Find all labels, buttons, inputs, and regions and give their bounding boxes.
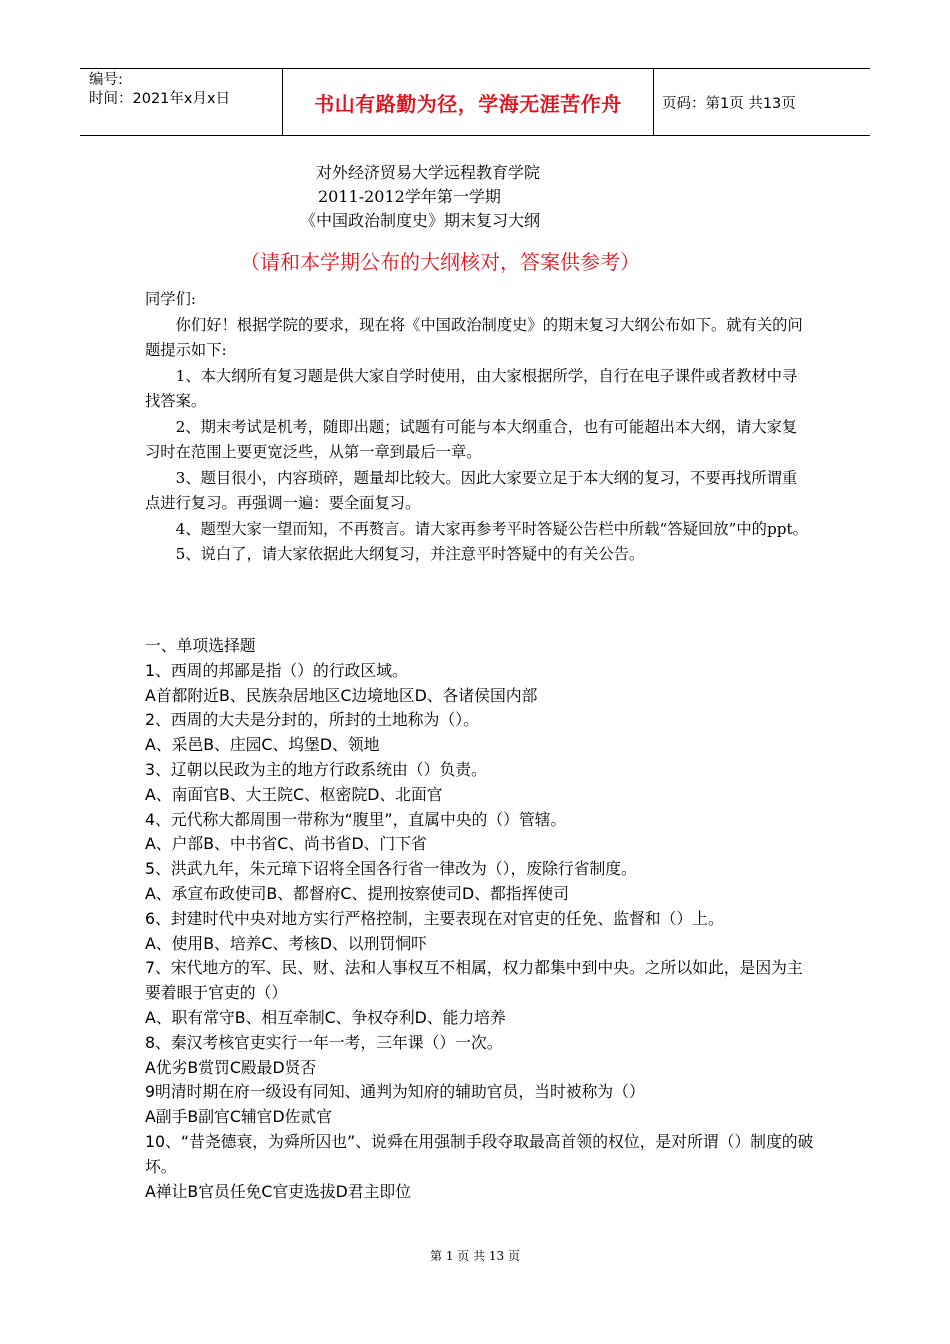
answer-options: A、采邑B、庄园C、坞堡D、领地 xyxy=(145,735,380,755)
intro-paragraph: 5、说白了，请大家依据此大纲复习，并注意平时答疑中的有关公告。 xyxy=(175,545,645,563)
answer-options: A、南面官B、大王院C、枢密院D、北面官 xyxy=(145,784,443,804)
section-title: 一、单项选择题 xyxy=(145,636,256,655)
number-label: 编号: xyxy=(89,72,123,88)
question-line: 3、辽朝以民政为主的地方行政系统由（）负责。 xyxy=(145,759,487,779)
intro-paragraph: 你们好！根据学院的要求，现在将《中国政治制度史》的期末复习大纲公布如下。就有关的问题提示如下: xyxy=(145,315,803,359)
question-line: 8、秦汉考核官吏实行一年一考，三年课（）一次。 xyxy=(145,1032,503,1052)
header-meta xyxy=(80,69,282,135)
question-list xyxy=(145,634,815,1204)
greeting: 同学们: xyxy=(145,290,197,308)
intro-section xyxy=(145,287,810,568)
answer-options: A、承宣布政使司B、都督府C、提刑按察使司D、都指挥使司 xyxy=(145,883,569,903)
header-page-label: 页码：第1页 共13页 xyxy=(662,95,796,112)
answer-options: A、职有常守B、相互牵制C、争权夺利D、能力培养 xyxy=(145,1007,506,1027)
intro-paragraph: 4、题型大家一望而知，不再赘言。请大家再参考平时答疑公告栏中所载“答疑回放”中的ppt。 xyxy=(175,519,808,538)
answer-options: A首都附近B、民族杂居地区C边境地区D、各诸侯国内部 xyxy=(145,685,538,705)
question-line: 4、元代称大都周围一带称为“腹里”，直属中央的（）管辖。 xyxy=(145,809,567,829)
answer-options: A优劣B赏罚C殿最D贤否 xyxy=(145,1057,317,1077)
question-line: 10、“昔尧德衰，为舜所囚也”、说舜在用强制手段夺取最高首领的权位，是对所谓（）制度的破坏。 xyxy=(145,1131,814,1176)
title-school: 对外经济贸易大学远程教育学院 xyxy=(316,163,541,182)
answer-options: A副手B副官C辅官D佐贰官 xyxy=(145,1107,333,1127)
title-term: 2011-2012学年第一学期 xyxy=(318,187,501,206)
intro-paragraph: 2、期末考试是机考，随即出题；试题有可能与本大纲重合，也有可能超出本大纲，请大家复习时在范围上要更宽泛些，从第一章到最后一章。 xyxy=(145,417,798,461)
answer-options: A、户部B、中书省C、尚书省D、门下省 xyxy=(145,834,427,854)
page-header xyxy=(80,68,870,136)
answer-options: A禅让B官员任免C官吏选拔D君主即位 xyxy=(145,1181,411,1201)
question-line: 2、西周的大夫是分封的，所封的土地称为（）。 xyxy=(145,710,479,730)
question-line: 9明清时期在府一级设有同知、通判为知府的辅助官员，当时被称为（） xyxy=(145,1082,645,1102)
question-line: 6、封建时代中央对地方实行严格控制，主要表现在对官吏的任免、监督和（）上。 xyxy=(145,908,724,928)
answer-options: A、使用B、培养C、考核D、以刑罚恫吓 xyxy=(145,933,427,953)
question-line: 7、宋代地方的军、民、财、法和人事权互不相属，权力都集中到中央。之所以如此，是因为主要着眼于官吏的（） xyxy=(145,958,803,1003)
header-motto: 书山有路勤为径，学海无涯苦作舟 xyxy=(282,69,654,135)
notice-banner: （请和本学期公布的大纲核对，答案供参考） xyxy=(240,250,640,274)
date-label: 时间：2021年x月x日 xyxy=(89,91,231,107)
intro-paragraph: 3、题目很小，内容琐碎，题量却比较大。因此大家要立足于本大纲的复习，不要再找所谓重点进行复习。再强调一遍：要全面复习。 xyxy=(145,468,798,512)
question-line: 5、洪武九年，朱元璋下诏将全国各行省一律改为（），废除行省制度。 xyxy=(145,859,637,879)
question-line: 1、西周的邦鄙是指（）的行政区域。 xyxy=(145,660,408,680)
intro-paragraph: 1、本大纲所有复习题是供大家自学时使用，由大家根据所学，自行在电子课件或者教材中寻找答案。 xyxy=(145,366,798,410)
title-course: 《中国政治制度史》期末复习大纲 xyxy=(300,211,541,230)
page-footer: 第 1 页 共 13 页 xyxy=(430,1249,520,1263)
